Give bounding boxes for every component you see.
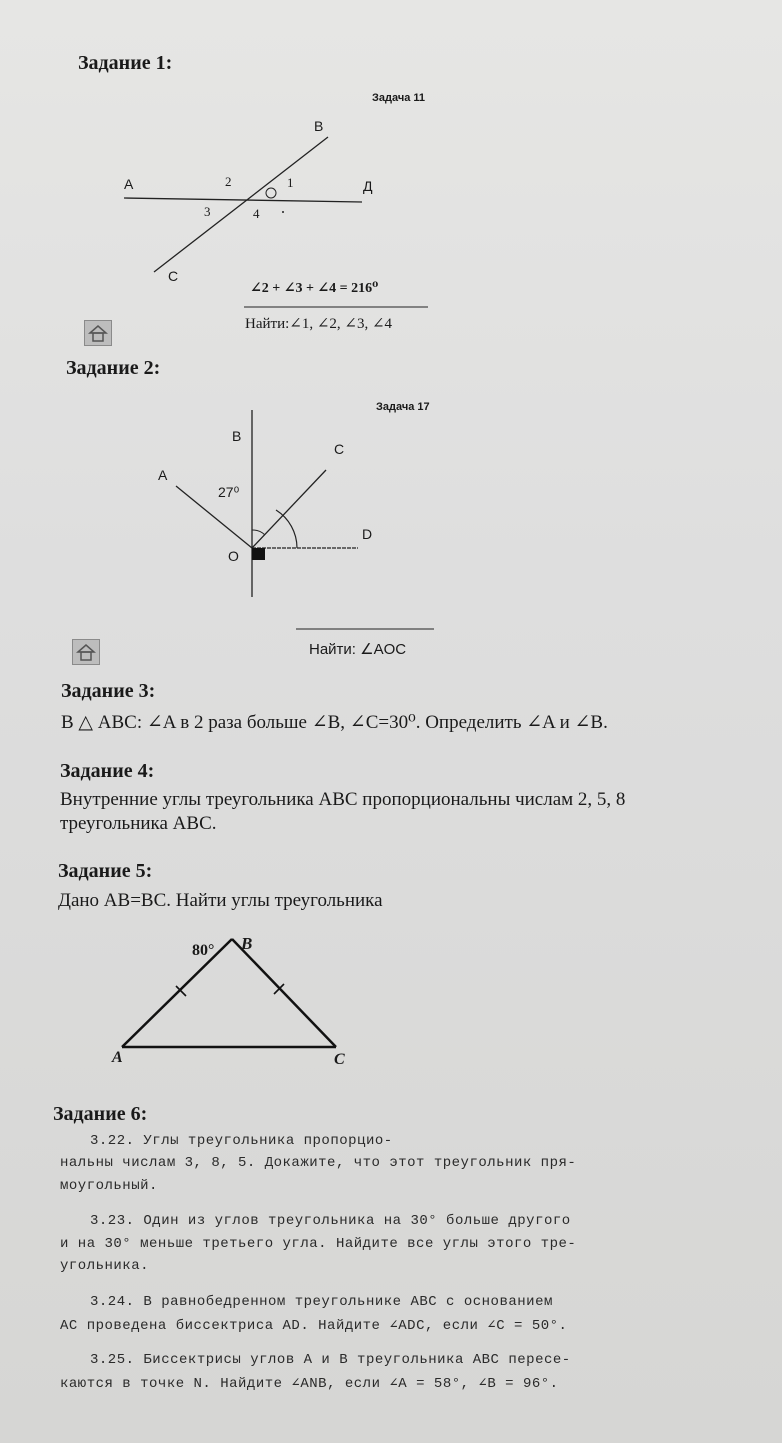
task2-label-d: D	[362, 526, 373, 542]
task4-title: Задание 4:	[60, 760, 155, 782]
task1-label-c: C	[168, 268, 179, 284]
p325-line2: каются в точке N. Найдите ∠ANB, если ∠A = 58°, ∠B = 96°.	[60, 1376, 559, 1392]
task5-title: Задание 5:	[58, 860, 153, 882]
task2-title: Задание 2:	[66, 357, 161, 379]
task3-title: Задание 3:	[61, 680, 156, 702]
task5-text: Дано AB=BC. Найти углы треугольника	[58, 890, 383, 911]
task2-label-b: B	[232, 428, 242, 444]
task1-find: Найти:∠1, ∠2, ∠3, ∠4	[245, 316, 393, 332]
p322-line2: нальны числам 3, 8, 5. Докажите, что этот треугольник пря-	[60, 1155, 577, 1171]
task1-label-b: B	[314, 118, 324, 134]
task1-problem-label: Задача 11	[372, 92, 426, 104]
p322-line1: 3.22. Углы треугольника пропорцио-	[90, 1133, 393, 1149]
task3-text: В △ ABC: ∠A в 2 раза больше ∠B, ∠C=30⁰. Определить ∠A и ∠B.	[61, 712, 608, 733]
task5-label-c: C	[334, 1051, 345, 1068]
task5-label-a: A	[112, 1049, 123, 1066]
task5-label-b: B	[241, 934, 253, 953]
task1-angle-4: 4	[253, 206, 260, 221]
task1-label-d: Д	[363, 178, 373, 194]
task1-label-a: A	[124, 176, 134, 192]
p325-line1: 3.25. Биссектрисы углов A и B треугольника ABC пересе-	[90, 1352, 571, 1368]
p322-line3: моугольный.	[60, 1178, 158, 1194]
task4-line1: Внутренние углы треугольника ABC пропорциональны числам 2, 5, 8	[60, 789, 626, 810]
task1-given: ∠2 + ∠3 + ∠4 = 216⁰	[250, 281, 379, 296]
p323-line3: угольника.	[60, 1258, 150, 1274]
task1-angle-1: 1	[287, 175, 294, 190]
p323-line2: и на 30° меньше третьего угла. Найдите все углы этого тре-	[60, 1236, 577, 1252]
task2-find: Найти: ∠AOC	[309, 641, 407, 658]
task2-label-o: O	[228, 548, 239, 564]
task2-angle: 27⁰	[218, 484, 240, 500]
task2-label-c: C	[334, 441, 345, 457]
task2-problem-label: Задача 17	[376, 401, 430, 413]
task1-angle-3: 3	[204, 204, 211, 219]
task6-title: Задание 6:	[53, 1103, 148, 1125]
task4-line2: треугольника ABC.	[60, 813, 217, 834]
p323-line1: 3.23. Один из углов треугольника на 30° больше другого	[90, 1213, 571, 1229]
task1-title: Задание 1:	[78, 52, 173, 74]
p324-line2: AC проведена биссектриса AD. Найдите ∠ADC, если ∠C = 50°.	[60, 1318, 568, 1334]
task1-angle-2: 2	[225, 174, 232, 189]
p324-line1: 3.24. В равнобедренном треугольнике ABC с основанием	[90, 1294, 553, 1310]
task5-angle: 80°	[192, 942, 215, 959]
task2-label-a: A	[158, 467, 168, 483]
